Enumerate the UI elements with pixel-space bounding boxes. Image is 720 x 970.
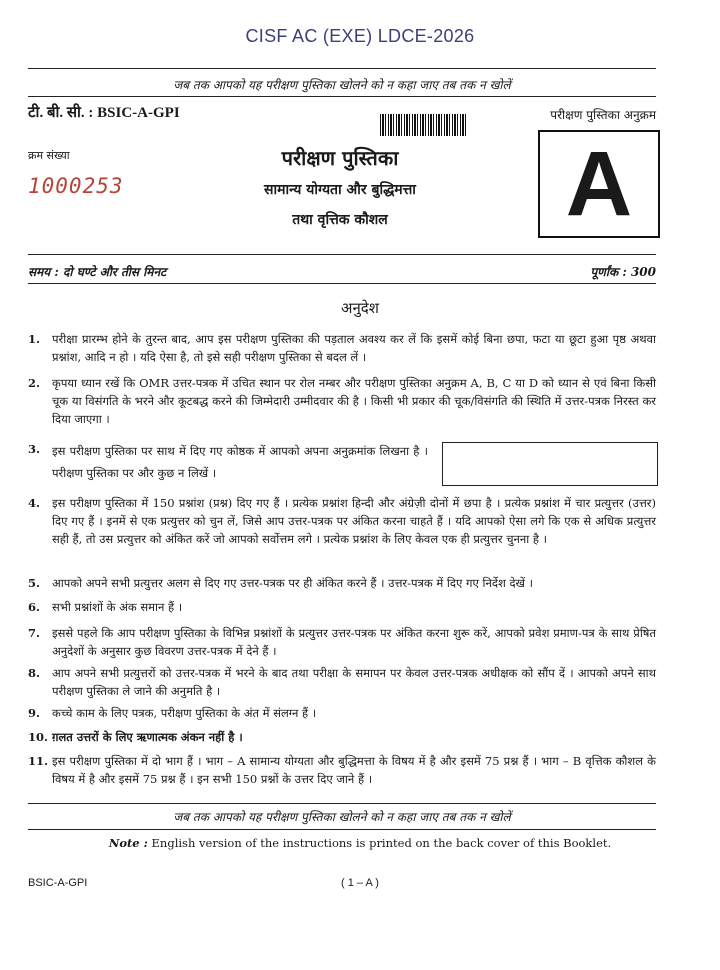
series-letter-box <box>538 130 660 238</box>
instruction-text: आप अपने सभी प्रत्युत्तरों को उत्तर-पत्रक में भरने के बाद तथा परीक्षा के समापन पर केवल उत्तर-पत्रक अधीक्षक को सौंप दें । आपको अपने साथ परीक्षण पुस्तिका ले जाने की अनुमति है । <box>52 666 656 698</box>
barcode-image <box>380 114 466 136</box>
series-label: परीक्षण पुस्तिका अनुक्रम <box>550 108 656 122</box>
note-text: English version of the instructions is printed on the back cover of this Booklet. <box>147 836 612 850</box>
english-version-note <box>0 836 720 850</box>
instruction-number: 7. <box>28 626 41 640</box>
instruction-item <box>28 440 428 484</box>
instruction-text: इससे पहले कि आप परीक्षण पुस्तिका के विभिन्न प्रश्नांशों के प्रत्युत्तर उत्तर-पत्रक पर अंकित करना शुरू करें, आपको प्रवेश प्रमाण-पत्र के साथ प्रेषित अनुदेशों के अनुसार कुछ विवरण उत्तर-पत्रक में देने हैं । <box>52 626 656 658</box>
roll-number-box <box>442 442 658 486</box>
booklet-subtitle-1: सामान्य योग्यता और बुद्धिमत्ता <box>264 182 416 198</box>
instruction-text: कच्चे काम के लिए पत्रक, परीक्षण पुस्तिका के अंत में संलग्न हैं । <box>52 706 317 720</box>
booklet-title: परीक्षण पुस्तिका <box>281 146 399 170</box>
instruction-number: 10. <box>28 730 49 744</box>
instruction-text: इस परीक्षण पुस्तिका में दो भाग हैं । भाग – A सामान्य योग्यता और बुद्धिमत्ता के विषय में है और इसमें 75 प्रश्न हैं । भाग – B वृत्तिक कौशल के विषय में है और इसमें 75 प्रश्न हैं । इन सभी 150 प्रश्नों के उत्तर दिए जाने हैं । <box>52 754 656 786</box>
instruction-item <box>28 664 656 700</box>
instructions-heading: अनुदेश <box>341 299 379 317</box>
tbc-code: टी. बी. सी. : BSIC-A-GPI <box>28 105 180 121</box>
instruction-text: परीक्षा प्रारम्भ होने के तुरन्त बाद, आप इस परीक्षण पुस्तिका की पड़ताल अवश्य कर लें कि इसमें कोई बिना छपा, फटा या छूटा हुआ पृष्ठ अथवा प्रश्नांश, आदि न हो । यदि ऐसा है, तो इसे सही परीक्षण पुस्तिका से बदल लें । <box>52 332 656 364</box>
booklet-subtitle-2: तथा वृत्तिक कौशल <box>292 212 388 228</box>
series-letter: A <box>565 133 633 235</box>
warning-bottom: जब तक आपको यह परीक्षण पुस्तिका खोलने को न कहा जाए तब तक न खोलें <box>173 810 511 824</box>
divider <box>28 829 656 830</box>
instruction-number: 5. <box>28 576 41 590</box>
footer-booklet-code: BSIC-A-GPI <box>28 877 88 889</box>
instruction-number: 6. <box>28 600 41 614</box>
exam-title: CISF AC (EXE) LDCE-2026 <box>245 26 475 46</box>
instruction-text: सभी प्रश्नांशों के अंक समान हैं । <box>52 600 183 614</box>
instruction-item <box>28 624 656 660</box>
instruction-number: 2. <box>28 376 41 390</box>
divider <box>28 68 656 69</box>
instruction-number: 11. <box>28 754 49 768</box>
divider <box>28 254 656 255</box>
note-label: Note : <box>108 836 148 850</box>
instruction-number: 9. <box>28 706 41 720</box>
serial-number: 1000253 <box>28 174 124 198</box>
instruction-item <box>28 728 656 746</box>
divider <box>28 96 656 97</box>
footer-page-number: ( 1 – A ) <box>341 877 379 889</box>
divider <box>28 803 656 804</box>
divider <box>28 283 656 284</box>
instruction-text: कृपया ध्यान रखें कि OMR उत्तर-पत्रक में उचित स्थान पर रोल नम्बर और परीक्षण पुस्तिका अनुक्रम A, B, C या D को ध्यान से एवं बिना किसी चूक या विसंगति के भरने और कूटबद्ध करने की जिम्मेदारी उम्मीदवार की है । किसी भी प्रकार की चूक/विसंगति की स्थिति में उत्तर-पत्रक निरस्त कर दिया जाएगा । <box>52 376 656 426</box>
instruction-text: ग़लत उत्तरों के लिए ऋणात्मक अंकन नहीं है । <box>52 730 243 744</box>
instruction-item <box>28 598 656 616</box>
instruction-item <box>28 330 656 366</box>
serial-number-label: क्रम संख्या <box>28 149 70 162</box>
instruction-item <box>28 574 656 592</box>
instruction-number: 4. <box>28 496 41 510</box>
time-allowed: समय : दो घण्टे और तीस मिनट <box>28 265 167 279</box>
instruction-item <box>28 752 656 788</box>
warning-top: जब तक आपको यह परीक्षण पुस्तिका खोलने को न कहा जाए तब तक न खोलें <box>173 78 511 92</box>
instruction-item <box>28 374 656 428</box>
instruction-item <box>28 704 656 722</box>
instruction-item <box>28 494 656 548</box>
instruction-number: 1. <box>28 332 41 346</box>
instruction-text: इस परीक्षण पुस्तिका में 150 प्रश्नांश (प्रश्न) दिए गए हैं । प्रत्येक प्रश्नांश हिन्दी और अंग्रेज़ी दोनों में छपा है । प्रत्येक प्रश्नांश में चार प्रत्युत्तर (उत्तर) दिए गए हैं । इनमें से एक प्रत्युत्तर को चुन लें, जिसे आप उत्तर-पत्रक पर अंकित करना चाहते हैं । यदि आपको ऐसा लगे कि एक से अधिक प्रत्युत्तर सही हैं, तो उस प्रत्युत्तर को अंकित करें जो आपको सर्वोत्तम लगे । प्रत्येक प्रश्नांश के लिए केवल एक ही प्रत्युत्तर चुनना है । <box>52 496 656 546</box>
instruction-number: 3. <box>28 442 41 456</box>
maximum-marks: पूर्णांक : 300 <box>590 265 656 279</box>
instruction-number: 8. <box>28 666 41 680</box>
instruction-text: इस परीक्षण पुस्तिका पर साथ में दिए गए कोष्ठक में आपको अपना अनुक्रमांक लिखना है । परीक्षण पुस्तिका पर और कुछ न लिखें । <box>52 444 428 480</box>
instruction-text: आपको अपने सभी प्रत्युत्तर अलग से दिए गए उत्तर-पत्रक पर ही अंकित करने हैं । उत्तर-पत्रक में दिए गए निर्देश देखें । <box>52 576 533 590</box>
